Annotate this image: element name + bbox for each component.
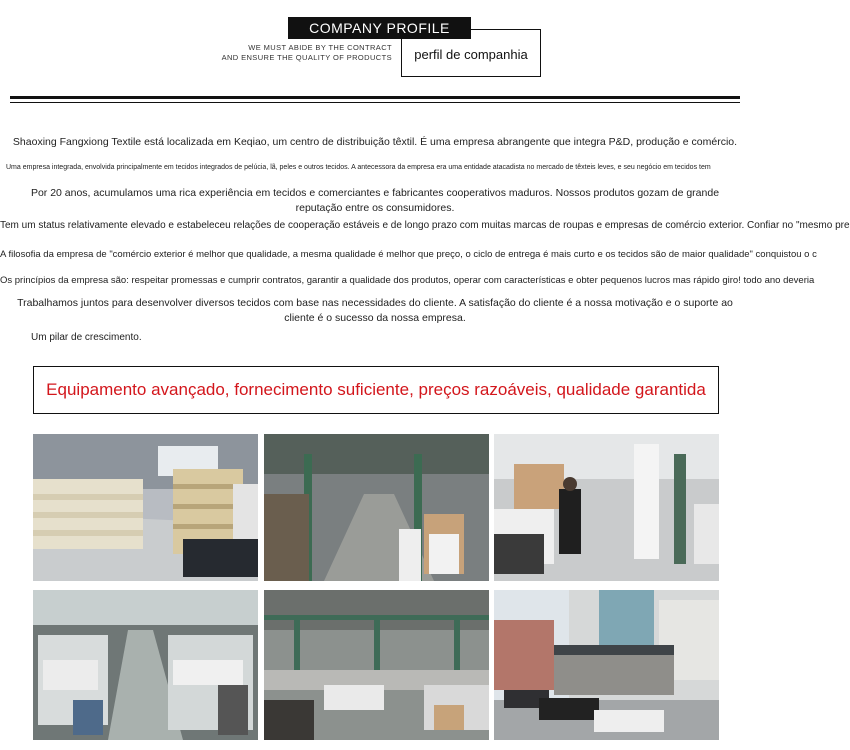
slogan-box xyxy=(33,366,719,414)
tagline-line-2: AND ENSURE THE QUALITY OF PRODUCTS xyxy=(221,53,392,62)
intro-paragraph-1: Shaoxing Fangxiong Textile está localizada em Keqiao, um centro de distribuição têxtil. É uma empresa abrangente que integra P&D, produção e comércio. xyxy=(12,136,738,148)
intro-paragraph-5: A filosofia da empresa de "comércio exterior é melhor que qualidade, a mesma qualidade é melhor que preço, o ciclo de entrega é mais curto e os tecidos são de maior qualidade" conquistou o c xyxy=(0,249,817,260)
intro-paragraph-4: Tem um status relativamente elevado e estabeleceu relações de cooperação estáveis e de longo prazo com muitas marcas de roupas e empresas de comércio exterior. Confiar no "mesmo pre xyxy=(0,220,850,231)
divider-thin xyxy=(10,102,740,103)
warehouse-fabric-rolls-photo xyxy=(33,434,258,581)
tagline-line-1: WE MUST ABIDE BY THE CONTRACT xyxy=(248,43,392,52)
header-tagline xyxy=(196,43,392,63)
factory-floor-photo xyxy=(264,590,489,740)
intro-paragraph-8: Um pilar de crescimento. xyxy=(31,332,142,343)
factory-aisle-photo xyxy=(264,434,489,581)
intro-paragraph-7: Trabalhamos juntos para desenvolver diversos tecidos com base nas necessidades do cliente. A satisfação do cliente é a nossa motivação e o suporte ao cliente é o sucesso da nossa empresa. xyxy=(17,297,733,324)
slogan-text: Equipamento avançado, fornecimento suficiente, preços razoáveis, qualidade garantida xyxy=(46,380,706,399)
intro-paragraph-6: Os princípios da empresa são: respeitar promessas e cumprir contratos, garantir a qualidade dos produtos, operar com características e obter pequenos lucros mas rápido giro! todo ano deveria xyxy=(0,275,815,286)
weaving-looms-photo xyxy=(33,590,258,740)
header-subtitle: perfil de companhia xyxy=(414,46,528,62)
intro-paragraph-2: Uma empresa integrada, envolvida principalmente em tecidos integrados de pelúcia, lã, peles e outros tecidos. A antecessora da empresa era uma entidade atacadista no mercado de têxteis leves, e seu negócio em tecidos tem xyxy=(6,164,711,171)
header-title: COMPANY PROFILE xyxy=(309,20,450,36)
worker-with-rolls-photo xyxy=(494,434,719,581)
header-title-bar xyxy=(288,17,471,39)
intro-paragraph-3: Por 20 anos, acumulamos uma rica experiência em tecidos e comerciantes e fabricantes cooperativos maduros. Nossos produtos gozam de grande reputação entre os consumidores. xyxy=(30,187,720,214)
divider-thick xyxy=(10,96,740,99)
office-building-photo xyxy=(494,590,719,740)
